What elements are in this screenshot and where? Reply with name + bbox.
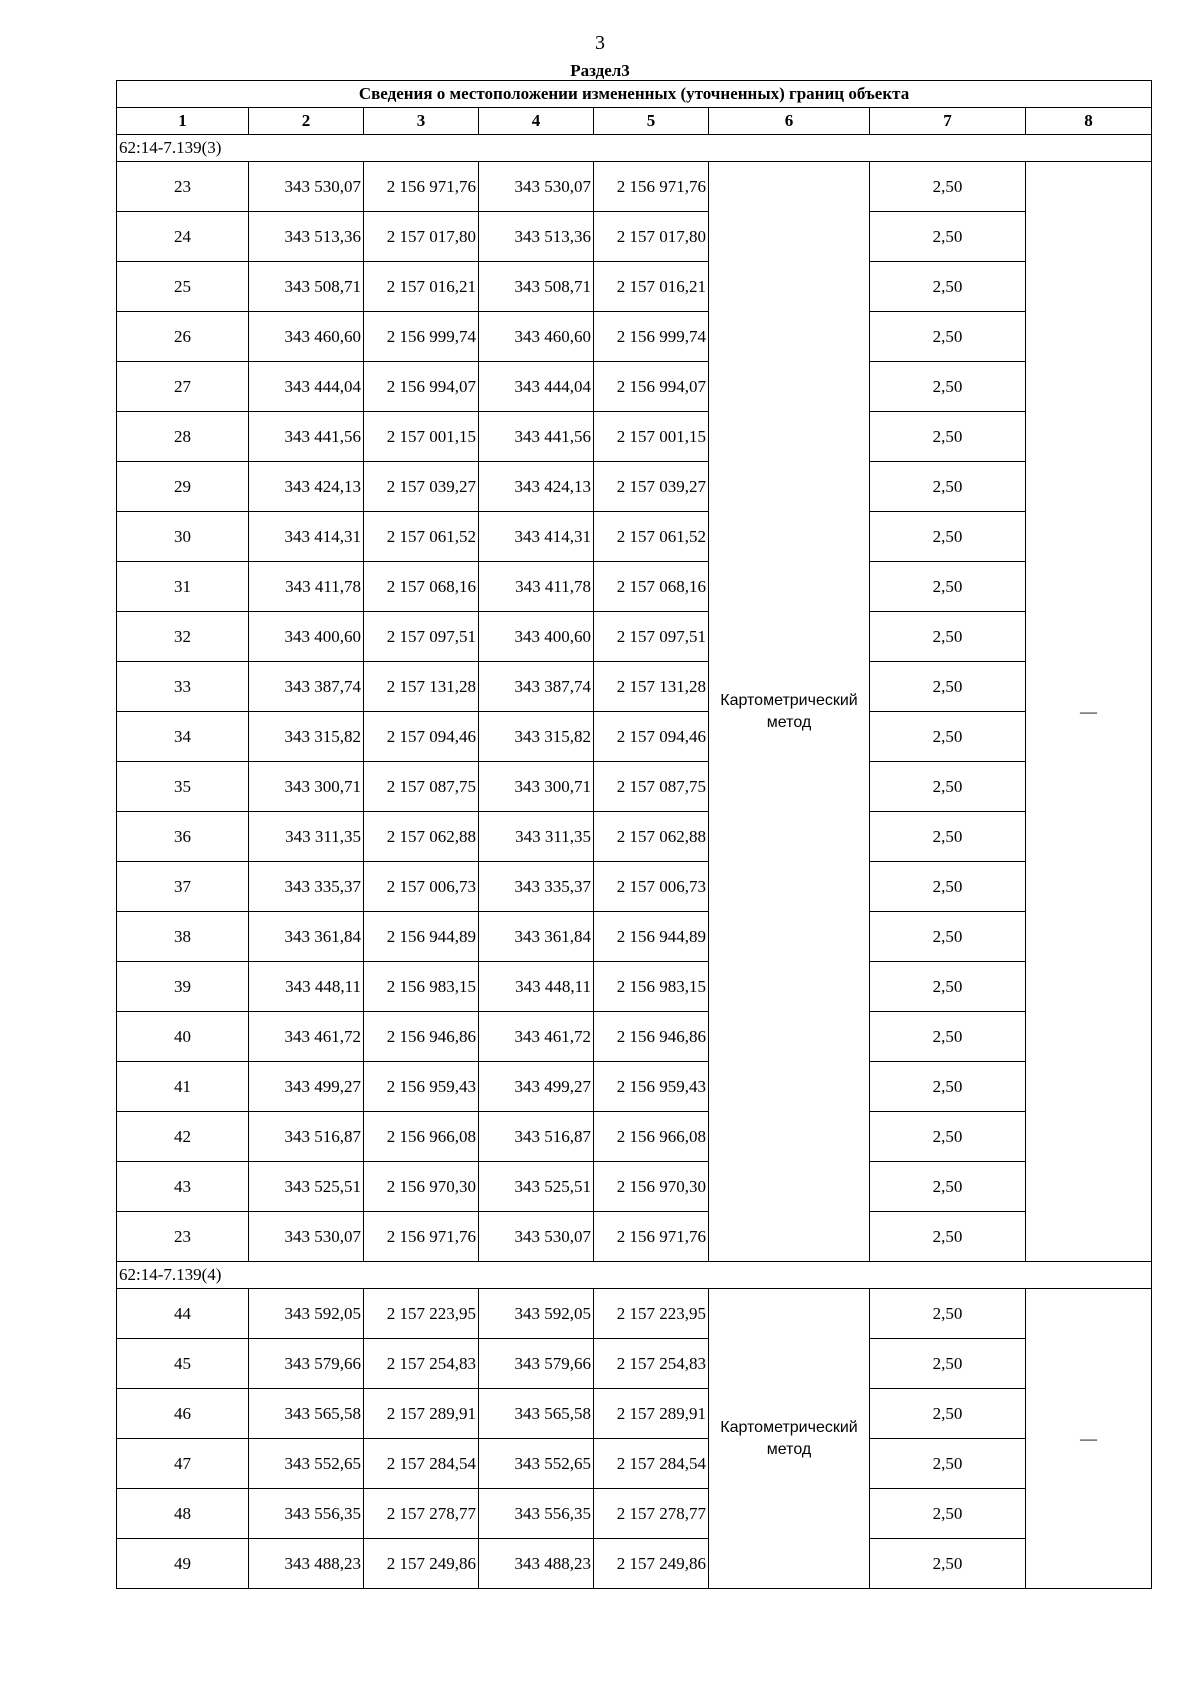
x-existing: 343 387,74 bbox=[249, 662, 364, 712]
accuracy-cell: 2,50 bbox=[870, 212, 1026, 262]
table-row bbox=[117, 1439, 1152, 1489]
accuracy-cell: 2,50 bbox=[870, 1489, 1026, 1539]
y-existing: 2 157 068,16 bbox=[364, 562, 479, 612]
table-row bbox=[117, 312, 1152, 362]
y-new: 2 157 284,54 bbox=[594, 1439, 709, 1489]
x-existing: 343 411,78 bbox=[249, 562, 364, 612]
accuracy-cell: 2,50 bbox=[870, 662, 1026, 712]
y-existing: 2 157 016,21 bbox=[364, 262, 479, 312]
x-new: 343 461,72 bbox=[479, 1012, 594, 1062]
accuracy-cell: 2,50 bbox=[870, 1539, 1026, 1589]
accuracy-cell: 2,50 bbox=[870, 1112, 1026, 1162]
x-existing: 343 579,66 bbox=[249, 1339, 364, 1389]
y-existing: 2 157 061,52 bbox=[364, 512, 479, 562]
x-existing: 343 460,60 bbox=[249, 312, 364, 362]
x-new: 343 460,60 bbox=[479, 312, 594, 362]
y-new: 2 157 087,75 bbox=[594, 762, 709, 812]
x-new: 343 361,84 bbox=[479, 912, 594, 962]
point-number: 49 bbox=[117, 1539, 249, 1589]
table-row bbox=[117, 1062, 1152, 1112]
column-header: 8 bbox=[1026, 108, 1152, 135]
y-new: 2 156 944,89 bbox=[594, 912, 709, 962]
y-new: 2 157 249,86 bbox=[594, 1539, 709, 1589]
point-number: 31 bbox=[117, 562, 249, 612]
y-existing: 2 156 999,74 bbox=[364, 312, 479, 362]
y-existing: 2 157 097,51 bbox=[364, 612, 479, 662]
x-existing: 343 441,56 bbox=[249, 412, 364, 462]
table-row bbox=[117, 812, 1152, 862]
accuracy-cell: 2,50 bbox=[870, 812, 1026, 862]
y-existing: 2 156 959,43 bbox=[364, 1062, 479, 1112]
accuracy-cell: 2,50 bbox=[870, 1289, 1026, 1339]
x-existing: 343 552,65 bbox=[249, 1439, 364, 1489]
point-number: 32 bbox=[117, 612, 249, 662]
x-existing: 343 565,58 bbox=[249, 1389, 364, 1439]
point-number: 26 bbox=[117, 312, 249, 362]
y-new: 2 157 278,77 bbox=[594, 1489, 709, 1539]
point-number: 44 bbox=[117, 1289, 249, 1339]
y-new: 2 157 039,27 bbox=[594, 462, 709, 512]
y-new: 2 157 062,88 bbox=[594, 812, 709, 862]
y-new: 2 157 006,73 bbox=[594, 862, 709, 912]
accuracy-cell: 2,50 bbox=[870, 862, 1026, 912]
table-row bbox=[117, 1339, 1152, 1389]
y-new: 2 157 223,95 bbox=[594, 1289, 709, 1339]
accuracy-cell: 2,50 bbox=[870, 312, 1026, 362]
x-existing: 343 513,36 bbox=[249, 212, 364, 262]
accuracy-cell: 2,50 bbox=[870, 512, 1026, 562]
accuracy-cell: 2,50 bbox=[870, 612, 1026, 662]
table-row bbox=[117, 612, 1152, 662]
x-new: 343 424,13 bbox=[479, 462, 594, 512]
y-existing: 2 156 971,76 bbox=[364, 162, 479, 212]
y-new: 2 157 289,91 bbox=[594, 1389, 709, 1439]
y-new: 2 156 970,30 bbox=[594, 1162, 709, 1212]
y-existing: 2 156 983,15 bbox=[364, 962, 479, 1012]
table-row bbox=[117, 1162, 1152, 1212]
y-existing: 2 156 946,86 bbox=[364, 1012, 479, 1062]
x-existing: 343 448,11 bbox=[249, 962, 364, 1012]
point-number: 36 bbox=[117, 812, 249, 862]
column-header: 4 bbox=[479, 108, 594, 135]
accuracy-cell: 2,50 bbox=[870, 162, 1026, 212]
x-new: 343 300,71 bbox=[479, 762, 594, 812]
column-header: 2 bbox=[249, 108, 364, 135]
point-number: 38 bbox=[117, 912, 249, 962]
x-new: 343 499,27 bbox=[479, 1062, 594, 1112]
y-new: 2 156 946,86 bbox=[594, 1012, 709, 1062]
x-new: 343 335,37 bbox=[479, 862, 594, 912]
point-number: 23 bbox=[117, 162, 249, 212]
y-existing: 2 156 966,08 bbox=[364, 1112, 479, 1162]
x-new: 343 556,35 bbox=[479, 1489, 594, 1539]
y-new: 2 157 094,46 bbox=[594, 712, 709, 762]
point-number: 45 bbox=[117, 1339, 249, 1389]
y-new: 2 156 959,43 bbox=[594, 1062, 709, 1112]
table-row bbox=[117, 1539, 1152, 1589]
table-row bbox=[117, 212, 1152, 262]
point-number: 47 bbox=[117, 1439, 249, 1489]
x-new: 343 513,36 bbox=[479, 212, 594, 262]
table-row bbox=[117, 1212, 1152, 1262]
table-row bbox=[117, 1112, 1152, 1162]
y-new: 2 157 254,83 bbox=[594, 1339, 709, 1389]
table-row bbox=[117, 262, 1152, 312]
y-new: 2 156 971,76 bbox=[594, 1212, 709, 1262]
point-number: 48 bbox=[117, 1489, 249, 1539]
x-existing: 343 530,07 bbox=[249, 162, 364, 212]
column-header: 3 bbox=[364, 108, 479, 135]
x-existing: 343 400,60 bbox=[249, 612, 364, 662]
x-existing: 343 525,51 bbox=[249, 1162, 364, 1212]
y-new: 2 156 983,15 bbox=[594, 962, 709, 1012]
y-new: 2 157 131,28 bbox=[594, 662, 709, 712]
x-new: 343 592,05 bbox=[479, 1289, 594, 1339]
header-row bbox=[117, 108, 1152, 135]
x-new: 343 441,56 bbox=[479, 412, 594, 462]
table-body bbox=[117, 135, 1152, 1589]
table-row bbox=[117, 912, 1152, 962]
accuracy-cell: 2,50 bbox=[870, 962, 1026, 1012]
y-existing: 2 157 039,27 bbox=[364, 462, 479, 512]
point-number: 23 bbox=[117, 1212, 249, 1262]
y-existing: 2 157 017,80 bbox=[364, 212, 479, 262]
method-cell: Картометрический метод bbox=[709, 162, 870, 1262]
point-number: 28 bbox=[117, 412, 249, 462]
x-new: 343 552,65 bbox=[479, 1439, 594, 1489]
x-existing: 343 300,71 bbox=[249, 762, 364, 812]
x-existing: 343 414,31 bbox=[249, 512, 364, 562]
column-header: 1 bbox=[117, 108, 249, 135]
point-number: 29 bbox=[117, 462, 249, 512]
x-new: 343 414,31 bbox=[479, 512, 594, 562]
group-name: 62:14-7.139(3) bbox=[117, 135, 1152, 162]
point-number: 46 bbox=[117, 1389, 249, 1439]
section-title: Раздел3 bbox=[570, 61, 630, 80]
x-existing: 343 461,72 bbox=[249, 1012, 364, 1062]
x-new: 343 579,66 bbox=[479, 1339, 594, 1389]
x-existing: 343 335,37 bbox=[249, 862, 364, 912]
point-number: 30 bbox=[117, 512, 249, 562]
accuracy-cell: 2,50 bbox=[870, 762, 1026, 812]
y-existing: 2 157 289,91 bbox=[364, 1389, 479, 1439]
accuracy-cell: 2,50 bbox=[870, 1389, 1026, 1439]
accuracy-cell: 2,50 bbox=[870, 412, 1026, 462]
x-new: 343 488,23 bbox=[479, 1539, 594, 1589]
table-row bbox=[117, 1489, 1152, 1539]
table-row bbox=[117, 712, 1152, 762]
x-existing: 343 424,13 bbox=[249, 462, 364, 512]
x-existing: 343 592,05 bbox=[249, 1289, 364, 1339]
x-new: 343 508,71 bbox=[479, 262, 594, 312]
y-new: 2 156 994,07 bbox=[594, 362, 709, 412]
y-new: 2 157 001,15 bbox=[594, 412, 709, 462]
point-number: 24 bbox=[117, 212, 249, 262]
table-row bbox=[117, 162, 1152, 212]
y-new: 2 157 061,52 bbox=[594, 512, 709, 562]
x-existing: 343 530,07 bbox=[249, 1212, 364, 1262]
accuracy-cell: 2,50 bbox=[870, 712, 1026, 762]
x-existing: 343 444,04 bbox=[249, 362, 364, 412]
column-header: 5 bbox=[594, 108, 709, 135]
accuracy-cell: 2,50 bbox=[870, 1212, 1026, 1262]
point-number: 35 bbox=[117, 762, 249, 812]
x-new: 343 400,60 bbox=[479, 612, 594, 662]
table-row bbox=[117, 562, 1152, 612]
point-number: 40 bbox=[117, 1012, 249, 1062]
page-number: 3 bbox=[595, 32, 605, 54]
table-row bbox=[117, 462, 1152, 512]
accuracy-cell: 2,50 bbox=[870, 262, 1026, 312]
point-number: 41 bbox=[117, 1062, 249, 1112]
table-row bbox=[117, 962, 1152, 1012]
y-new: 2 157 068,16 bbox=[594, 562, 709, 612]
y-new: 2 157 016,21 bbox=[594, 262, 709, 312]
table-row bbox=[117, 412, 1152, 462]
y-new: 2 157 097,51 bbox=[594, 612, 709, 662]
y-new: 2 156 966,08 bbox=[594, 1112, 709, 1162]
table-row bbox=[117, 1289, 1152, 1339]
accuracy-cell: 2,50 bbox=[870, 462, 1026, 512]
y-existing: 2 157 001,15 bbox=[364, 412, 479, 462]
accuracy-cell: 2,50 bbox=[870, 562, 1026, 612]
x-new: 343 516,87 bbox=[479, 1112, 594, 1162]
group-row bbox=[117, 135, 1152, 162]
x-new: 343 315,82 bbox=[479, 712, 594, 762]
x-new: 343 525,51 bbox=[479, 1162, 594, 1212]
accuracy-cell: 2,50 bbox=[870, 1162, 1026, 1212]
y-existing: 2 156 970,30 bbox=[364, 1162, 479, 1212]
point-number: 34 bbox=[117, 712, 249, 762]
accuracy-cell: 2,50 bbox=[870, 1062, 1026, 1112]
x-new: 343 411,78 bbox=[479, 562, 594, 612]
x-new: 343 565,58 bbox=[479, 1389, 594, 1439]
accuracy-cell: 2,50 bbox=[870, 1439, 1026, 1489]
table-caption: Сведения о местоположении измененных (уточненных) границ объекта bbox=[117, 81, 1152, 108]
table-row bbox=[117, 862, 1152, 912]
table-row bbox=[117, 512, 1152, 562]
group-name: 62:14-7.139(4) bbox=[117, 1262, 1152, 1289]
group-row bbox=[117, 1262, 1152, 1289]
y-existing: 2 157 223,95 bbox=[364, 1289, 479, 1339]
y-existing: 2 156 944,89 bbox=[364, 912, 479, 962]
column-header: 7 bbox=[870, 108, 1026, 135]
point-number: 33 bbox=[117, 662, 249, 712]
x-existing: 343 516,87 bbox=[249, 1112, 364, 1162]
table-row bbox=[117, 362, 1152, 412]
y-existing: 2 157 062,88 bbox=[364, 812, 479, 862]
x-new: 343 444,04 bbox=[479, 362, 594, 412]
point-number: 42 bbox=[117, 1112, 249, 1162]
accuracy-cell: 2,50 bbox=[870, 912, 1026, 962]
x-new: 343 311,35 bbox=[479, 812, 594, 862]
table-row bbox=[117, 1389, 1152, 1439]
x-existing: 343 488,23 bbox=[249, 1539, 364, 1589]
y-new: 2 156 999,74 bbox=[594, 312, 709, 362]
point-number: 27 bbox=[117, 362, 249, 412]
x-existing: 343 315,82 bbox=[249, 712, 364, 762]
y-existing: 2 157 254,83 bbox=[364, 1339, 479, 1389]
y-new: 2 157 017,80 bbox=[594, 212, 709, 262]
y-existing: 2 157 284,54 bbox=[364, 1439, 479, 1489]
table-row bbox=[117, 762, 1152, 812]
x-existing: 343 508,71 bbox=[249, 262, 364, 312]
x-existing: 343 311,35 bbox=[249, 812, 364, 862]
accuracy-cell: 2,50 bbox=[870, 1339, 1026, 1389]
y-existing: 2 157 094,46 bbox=[364, 712, 479, 762]
x-new: 343 387,74 bbox=[479, 662, 594, 712]
x-new: 343 448,11 bbox=[479, 962, 594, 1012]
method-cell: Картометрический метод bbox=[709, 1289, 870, 1589]
point-number: 25 bbox=[117, 262, 249, 312]
y-existing: 2 157 249,86 bbox=[364, 1539, 479, 1589]
column-header: 6 bbox=[709, 108, 870, 135]
y-existing: 2 157 006,73 bbox=[364, 862, 479, 912]
table-row bbox=[117, 1012, 1152, 1062]
y-existing: 2 157 278,77 bbox=[364, 1489, 479, 1539]
y-existing: 2 157 131,28 bbox=[364, 662, 479, 712]
x-new: 343 530,07 bbox=[479, 1212, 594, 1262]
y-existing: 2 156 971,76 bbox=[364, 1212, 479, 1262]
x-existing: 343 556,35 bbox=[249, 1489, 364, 1539]
note-cell: — bbox=[1026, 162, 1152, 1262]
x-new: 343 530,07 bbox=[479, 162, 594, 212]
accuracy-cell: 2,50 bbox=[870, 1012, 1026, 1062]
accuracy-cell: 2,50 bbox=[870, 362, 1026, 412]
point-number: 37 bbox=[117, 862, 249, 912]
y-existing: 2 157 087,75 bbox=[364, 762, 479, 812]
note-cell: — bbox=[1026, 1289, 1152, 1589]
point-number: 43 bbox=[117, 1162, 249, 1212]
y-existing: 2 156 994,07 bbox=[364, 362, 479, 412]
boundary-table bbox=[116, 80, 1152, 1589]
point-number: 39 bbox=[117, 962, 249, 1012]
x-existing: 343 499,27 bbox=[249, 1062, 364, 1112]
table-row bbox=[117, 662, 1152, 712]
y-new: 2 156 971,76 bbox=[594, 162, 709, 212]
x-existing: 343 361,84 bbox=[249, 912, 364, 962]
